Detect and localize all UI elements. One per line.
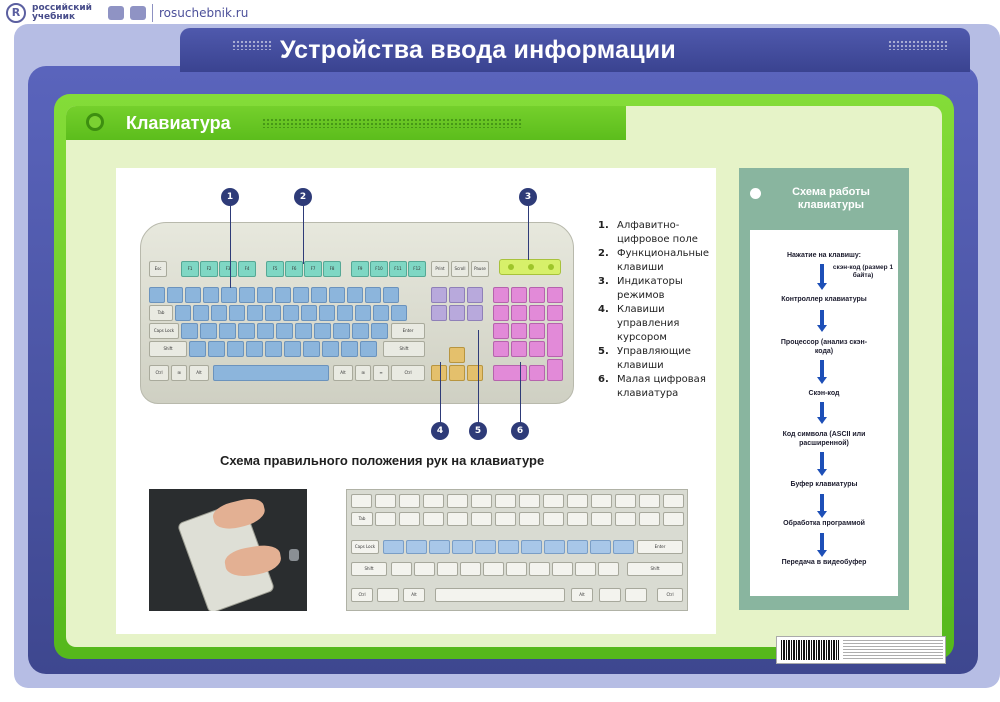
flow-title: Схема работы клавиатуры	[792, 186, 870, 211]
key	[467, 287, 483, 303]
key	[493, 305, 509, 321]
key	[467, 305, 483, 321]
key	[452, 540, 473, 554]
key	[371, 323, 388, 339]
partner-logo-icon	[108, 6, 124, 20]
key	[511, 305, 527, 321]
key	[193, 305, 209, 321]
key	[149, 287, 165, 303]
key	[229, 305, 245, 321]
key	[567, 494, 588, 508]
key	[283, 305, 299, 321]
key-f2: F2	[200, 261, 218, 277]
key-caps-lock: Caps Lock	[149, 323, 179, 339]
key-f4: F4	[238, 261, 256, 277]
key	[483, 562, 504, 576]
key-alt-right: Alt	[571, 588, 593, 602]
key	[449, 365, 465, 381]
key	[295, 323, 312, 339]
key	[365, 287, 381, 303]
key	[598, 562, 619, 576]
key	[529, 365, 545, 381]
key	[360, 341, 377, 357]
marker-line	[303, 204, 304, 264]
key	[284, 341, 301, 357]
page-title: Устройства ввода информации	[280, 36, 676, 64]
key-enter: Enter	[391, 323, 425, 339]
key	[431, 365, 447, 381]
key	[493, 365, 527, 381]
key	[529, 323, 545, 339]
marker-line	[520, 362, 521, 424]
key-tab: Tab	[149, 305, 173, 321]
key	[519, 512, 540, 526]
key	[613, 540, 634, 554]
key	[227, 341, 244, 357]
key-alt-left: Alt	[189, 365, 209, 381]
key	[529, 341, 545, 357]
partner-logo-icon	[130, 6, 146, 20]
key	[552, 562, 573, 576]
key	[375, 512, 396, 526]
brand-divider	[152, 4, 153, 22]
key-caps-lock: Caps Lock	[351, 540, 379, 554]
key	[544, 540, 565, 554]
flow-note-scancode: скэн-код (размер 1 байта)	[832, 264, 894, 279]
led-icon	[528, 264, 534, 270]
key-print: Print	[431, 261, 449, 277]
key	[276, 323, 293, 339]
flow-step-processor: Процессор (анализ скэн-кода)	[780, 339, 868, 355]
barcode-icon	[781, 640, 839, 660]
key	[399, 494, 420, 508]
led-icon	[508, 264, 514, 270]
flow-step-controller: Контроллер клавиатуры	[781, 296, 867, 303]
key	[203, 287, 219, 303]
key	[391, 305, 407, 321]
key-f6: F6	[285, 261, 303, 277]
keyboard-diagram	[140, 222, 574, 404]
key	[529, 305, 545, 321]
key	[547, 287, 563, 303]
key	[547, 323, 563, 357]
key-f1: F1	[181, 261, 199, 277]
key-alt-right: Alt	[333, 365, 353, 381]
key	[639, 494, 660, 508]
marker-line	[230, 204, 231, 288]
key	[167, 287, 183, 303]
key	[341, 341, 358, 357]
key	[543, 494, 564, 508]
key-shift-left: Shift	[149, 341, 187, 357]
site-url[interactable]: rosuchebnik.ru	[159, 6, 249, 20]
key	[275, 287, 291, 303]
flow-step-processing: Обработка программой	[783, 520, 865, 527]
key	[511, 323, 527, 339]
key	[590, 540, 611, 554]
key	[471, 494, 492, 508]
legend-item: 5. Управляющие клавиши	[598, 346, 691, 371]
key-scroll: Scroll	[451, 261, 469, 277]
key-f11: F11	[389, 261, 407, 277]
key	[314, 323, 331, 339]
key	[471, 512, 492, 526]
key-f12: F12	[408, 261, 426, 277]
decor-dots	[262, 118, 522, 128]
marker-5: 5	[469, 422, 487, 440]
key	[437, 562, 458, 576]
key	[219, 323, 236, 339]
key-f7: F7	[304, 261, 322, 277]
section-circle-icon	[86, 113, 104, 131]
key	[383, 540, 404, 554]
led-icon	[548, 264, 554, 270]
key	[591, 512, 612, 526]
key	[625, 588, 647, 602]
key	[431, 287, 447, 303]
marker-line	[440, 362, 441, 424]
marker-3: 3	[519, 188, 537, 206]
flow-step-char-code: Код символа (ASCII или расширенной)	[782, 431, 866, 447]
publisher-name: российский учебник	[32, 3, 92, 22]
key	[208, 341, 225, 357]
key-alt-left: Alt	[403, 588, 425, 602]
key	[521, 540, 542, 554]
key	[383, 287, 399, 303]
key	[498, 540, 519, 554]
key	[529, 562, 550, 576]
key	[221, 287, 237, 303]
key	[475, 540, 496, 554]
key	[495, 494, 516, 508]
key	[200, 323, 217, 339]
key	[493, 341, 509, 357]
legend-item: 4. Клавиши управления курсором	[598, 304, 680, 343]
key	[547, 305, 563, 321]
key	[238, 323, 255, 339]
key	[543, 512, 564, 526]
key	[467, 365, 483, 381]
keyboard-legend	[598, 219, 714, 401]
key	[511, 287, 527, 303]
flow-circle-icon	[750, 188, 761, 199]
decor-dots	[888, 40, 948, 50]
marker-line	[478, 330, 479, 424]
key	[449, 347, 465, 363]
key	[322, 341, 339, 357]
key	[265, 305, 281, 321]
key	[423, 512, 444, 526]
key	[493, 323, 509, 339]
legend-item: 2. Функциональные клавиши	[598, 248, 710, 273]
key	[377, 588, 399, 602]
key	[414, 562, 435, 576]
key	[293, 287, 309, 303]
publisher-brand	[6, 2, 248, 24]
key	[181, 323, 198, 339]
key	[239, 287, 255, 303]
flow-step-keypress: Нажатие на клавишу:	[786, 252, 862, 259]
hands-diagram-title: Схема правильного положения рук на клавиатуре	[220, 453, 545, 468]
key-space	[213, 365, 329, 381]
legend-item: 3. Индикаторы режимов	[598, 276, 683, 301]
key	[506, 562, 527, 576]
key	[347, 287, 363, 303]
hands-photo	[149, 489, 307, 611]
key	[449, 287, 465, 303]
key	[447, 512, 468, 526]
key	[329, 287, 345, 303]
key	[406, 540, 427, 554]
key	[375, 494, 396, 508]
mode-indicators	[499, 259, 561, 275]
key-ctrl-right: Ctrl	[657, 588, 683, 602]
key	[246, 341, 263, 357]
key	[257, 323, 274, 339]
hand-position-keyboard	[346, 489, 688, 611]
marker-4: 4	[431, 422, 449, 440]
key	[663, 494, 684, 508]
key	[447, 494, 468, 508]
key	[429, 540, 450, 554]
key	[493, 287, 509, 303]
key	[352, 323, 369, 339]
key	[511, 341, 527, 357]
imprint-text	[843, 640, 943, 660]
key	[175, 305, 191, 321]
key	[391, 562, 412, 576]
legend-item: 1. Алфавитно-цифровое поле	[598, 220, 698, 245]
key-win-left: ⊞	[171, 365, 187, 381]
key-ctrl-left: Ctrl	[351, 588, 373, 602]
key-pause: Pause	[471, 261, 489, 277]
marker-1: 1	[221, 188, 239, 206]
key	[399, 512, 420, 526]
publisher-logo-icon: R	[6, 3, 26, 23]
key-ctrl-right: Ctrl	[391, 365, 425, 381]
key-shift-right: Shift	[627, 562, 683, 576]
key	[333, 323, 350, 339]
key-f3: F3	[219, 261, 237, 277]
marker-line	[528, 204, 529, 260]
key-space	[435, 588, 565, 602]
key	[311, 287, 327, 303]
key	[211, 305, 227, 321]
key	[460, 562, 481, 576]
key	[519, 494, 540, 508]
barcode	[776, 636, 946, 664]
key	[639, 512, 660, 526]
key	[351, 494, 372, 508]
key	[257, 287, 273, 303]
key	[431, 305, 447, 321]
key	[337, 305, 353, 321]
legend-item: 6. Малая цифровая клавиатура	[598, 374, 706, 399]
key	[449, 305, 465, 321]
flow-step-videobuffer: Передача в видеобуфер	[781, 559, 867, 566]
key-f5: F5	[266, 261, 284, 277]
key	[247, 305, 263, 321]
key	[303, 341, 320, 357]
key-shift-right: Shift	[383, 341, 425, 357]
key	[591, 494, 612, 508]
key	[373, 305, 389, 321]
key-esc: Esc	[149, 261, 167, 277]
key-f8: F8	[323, 261, 341, 277]
key	[319, 305, 335, 321]
key	[423, 494, 444, 508]
key	[567, 540, 588, 554]
key	[615, 494, 636, 508]
key	[567, 512, 588, 526]
marker-6: 6	[511, 422, 529, 440]
key-win-right: ⊞	[355, 365, 371, 381]
key	[355, 305, 371, 321]
brand-bar	[0, 0, 1000, 26]
key	[615, 512, 636, 526]
key	[575, 562, 596, 576]
key-menu: ≡	[373, 365, 389, 381]
key	[547, 359, 563, 381]
section-title: Клавиатура	[126, 113, 231, 133]
watch-icon	[289, 549, 299, 561]
decor-dots	[232, 40, 272, 50]
flow-step-buffer: Буфер клавиатуры	[790, 481, 858, 488]
key	[495, 512, 516, 526]
key-f10: F10	[370, 261, 388, 277]
key	[189, 341, 206, 357]
key	[301, 305, 317, 321]
key-ctrl-left: Ctrl	[149, 365, 169, 381]
key-f9: F9	[351, 261, 369, 277]
key	[185, 287, 201, 303]
key	[529, 287, 545, 303]
key	[265, 341, 282, 357]
key	[663, 512, 684, 526]
flow-step-scancode: Скэн-код	[808, 390, 840, 397]
marker-2: 2	[294, 188, 312, 206]
key-shift-left: Shift	[351, 562, 387, 576]
key-enter: Enter	[637, 540, 683, 554]
key	[599, 588, 621, 602]
left-hand	[211, 495, 268, 533]
key-tab: Tab	[351, 512, 373, 526]
